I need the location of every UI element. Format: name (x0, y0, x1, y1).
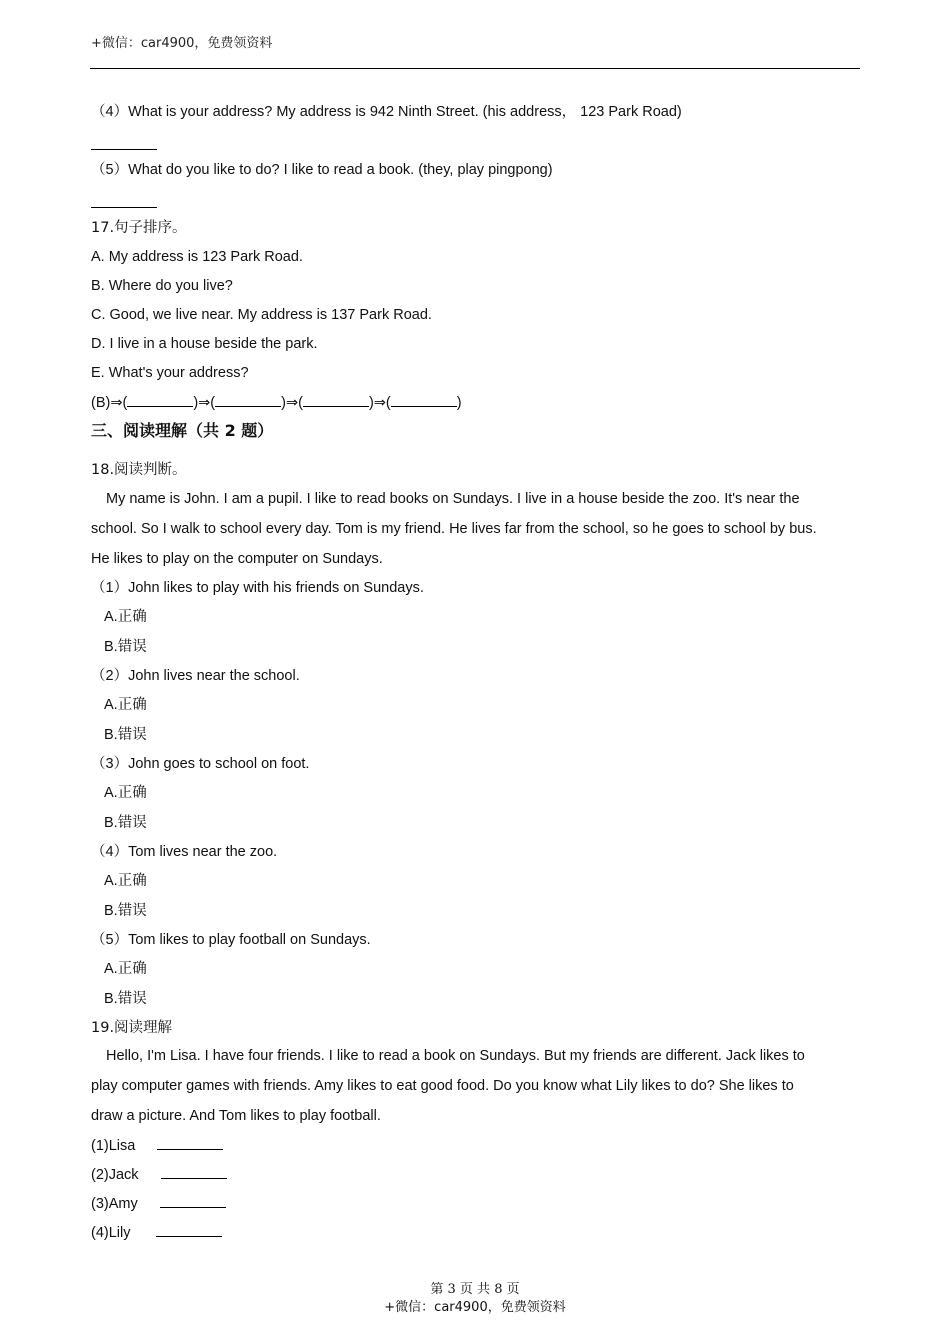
section-heading: 三、阅读理解（共 2 题） (91, 421, 274, 440)
q19-passage-line-2: play computer games with friends. Amy likes to eat good food. Do you know what Lily likes to do? She likes to (91, 1078, 794, 1094)
q19-title: 19.阅读理解 (91, 1020, 173, 1036)
order-blank-2[interactable] (215, 392, 281, 407)
q16-item-4: （4）What is your address? My address is 942 Ninth Street. (his address， 123 Park Road) (91, 104, 682, 120)
q19-name-4: (4)Lily (91, 1225, 131, 1241)
answer-blank-5[interactable] (91, 207, 157, 208)
q19-answer-4[interactable] (156, 1222, 222, 1237)
q18-passage-line-3: He likes to play on the computer on Sundays. (91, 551, 383, 567)
q19-answer-1[interactable] (157, 1135, 223, 1150)
q18-1-option-b[interactable]: B.错误 (104, 639, 147, 655)
page-number: 第 3 页 共 8 页 (430, 1282, 520, 1297)
q18-2-option-b[interactable]: B.错误 (104, 727, 147, 743)
q19-answer-3[interactable] (160, 1193, 226, 1208)
q19-name-2: (2)Jack (91, 1167, 139, 1183)
q17-option-b: B. Where do you live? (91, 278, 233, 294)
q17-option-e: E. What's your address? (91, 365, 249, 381)
q18-title: 18.阅读判断。 (91, 462, 187, 478)
q18-statement-4: （4）Tom lives near the zoo. (91, 844, 278, 860)
order-blank-1[interactable] (127, 392, 193, 407)
q19-item-1 (91, 1135, 223, 1156)
q16-item-5: （5）What do you like to do? I like to read a book. (they, play pingpong) (91, 162, 553, 178)
q17-order-line (91, 392, 462, 413)
q18-passage-line-2: school. So I walk to school every day. Tom is my friend. He lives far from the school, so he goes to school by bus. (91, 521, 817, 537)
order-arrow-2: )⇒( (281, 395, 303, 411)
order-start: (B)⇒( (91, 395, 128, 411)
answer-blank-4[interactable] (91, 149, 157, 150)
q18-2-option-a[interactable]: A.正确 (104, 697, 147, 713)
q17-option-c: C. Good, we live near. My address is 137 Park Road. (91, 307, 432, 323)
q17-option-d: D. I live in a house beside the park. (91, 336, 318, 352)
q18-3-option-b[interactable]: B.错误 (104, 815, 147, 831)
q18-statement-5: （5）Tom likes to play football on Sundays. (91, 932, 371, 948)
order-blank-4[interactable] (391, 392, 457, 407)
q18-passage-line-1: My name is John. I am a pupil. I like to read books on Sundays. I live in a house beside the zoo. It's near the (106, 491, 800, 507)
footer-ad: +微信：car4900，免费领资料 (384, 1300, 566, 1315)
q18-4-option-b[interactable]: B.错误 (104, 903, 147, 919)
order-blank-3[interactable] (303, 392, 369, 407)
q18-statement-3: （3）John goes to school on foot. (91, 756, 310, 772)
q17-option-a: A. My address is 123 Park Road. (91, 249, 303, 265)
q18-3-option-a[interactable]: A.正确 (104, 785, 147, 801)
q19-name-1: (1)Lisa (91, 1138, 136, 1154)
q18-statement-1: （1）John likes to play with his friends on Sundays. (91, 580, 424, 596)
header-rule (90, 68, 860, 69)
q18-statement-2: （2）John lives near the school. (91, 668, 300, 684)
q19-answer-2[interactable] (161, 1164, 227, 1179)
q19-item-3 (91, 1193, 226, 1214)
q18-5-option-b[interactable]: B.错误 (104, 991, 147, 1007)
q19-item-4 (91, 1222, 222, 1243)
q19-item-2 (91, 1164, 227, 1185)
page-footer (0, 1281, 950, 1317)
page-header: +微信：car4900，免费领资料 (91, 36, 273, 51)
q19-name-3: (3)Amy (91, 1196, 138, 1212)
q19-passage-line-3: draw a picture. And Tom likes to play football. (91, 1108, 381, 1124)
q18-5-option-a[interactable]: A.正确 (104, 961, 147, 977)
order-arrow-3: )⇒( (368, 395, 391, 411)
q18-1-option-a[interactable]: A.正确 (104, 609, 147, 625)
order-arrow-1: )⇒( (193, 395, 216, 411)
q18-4-option-a[interactable]: A.正确 (104, 873, 147, 889)
q17-title: 17.句子排序。 (91, 220, 187, 236)
q19-passage-line-1: Hello, I'm Lisa. I have four friends. I like to read a book on Sundays. But my friends are different. Jack likes to (106, 1048, 805, 1064)
order-end: ) (456, 395, 462, 411)
